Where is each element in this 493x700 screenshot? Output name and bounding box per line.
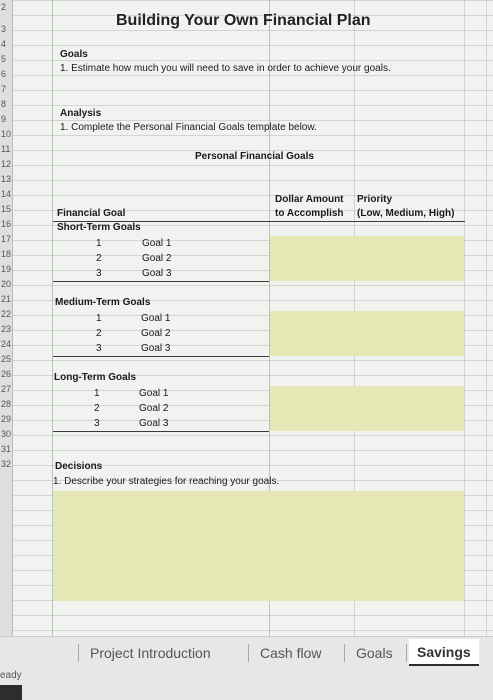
goal-number[interactable]: 3 [96,268,102,279]
goal-label[interactable]: Goal 2 [139,403,169,414]
row-headers[interactable] [0,0,13,636]
medium-term-input-area[interactable] [270,311,464,356]
row-number[interactable]: 14 [1,189,12,199]
row-number[interactable]: 17 [1,234,12,244]
row-number[interactable]: 30 [1,429,12,439]
goal-number[interactable]: 1 [96,313,102,324]
analysis-heading[interactable]: Analysis [60,108,102,119]
long-term-heading[interactable]: Long-Term Goals [54,372,137,383]
row-number[interactable]: 18 [1,249,12,259]
goal-label[interactable]: Goal 3 [139,418,169,429]
row-number[interactable]: 25 [1,354,12,364]
row-number[interactable]: 13 [1,174,12,184]
tab-cash-flow[interactable]: Cash flow [260,645,322,661]
row-number[interactable]: 11 [1,144,11,154]
tab-separator [344,644,345,662]
sheet-tab-bar [0,636,493,667]
tab-project-introduction[interactable]: Project Introduction [90,645,211,661]
tab-savings[interactable]: Savings [409,639,479,666]
goal-number[interactable]: 2 [96,328,102,339]
row-number[interactable]: 32 [1,459,12,469]
row-number[interactable]: 2 [1,2,7,12]
row-number[interactable]: 7 [1,84,7,94]
row-number[interactable]: 23 [1,324,12,334]
row-number[interactable]: 8 [1,99,7,109]
taskbar-fragment [0,685,22,700]
status-bar [0,667,493,700]
decisions-item[interactable]: 1. Describe your strategies for reaching your goals. [53,476,280,487]
goal-number[interactable]: 2 [94,403,100,414]
short-term-underline [53,281,269,282]
row-number[interactable]: 16 [1,219,12,229]
short-term-heading[interactable]: Short-Term Goals [57,222,141,233]
long-term-underline [53,431,269,432]
row-number[interactable]: 26 [1,369,12,379]
medium-term-heading[interactable]: Medium-Term Goals [55,297,151,308]
row-number[interactable]: 24 [1,339,12,349]
goal-label[interactable]: Goal 1 [142,238,172,249]
tab-separator [406,644,407,662]
tab-separator [248,644,249,662]
priority-header-sub[interactable]: (Low, Medium, High) [357,208,455,219]
row-number[interactable]: 29 [1,414,12,424]
row-number[interactable]: 6 [1,69,7,79]
row-number[interactable]: 5 [1,54,7,64]
decisions-input-area[interactable] [53,491,464,601]
row-number[interactable]: 22 [1,309,12,319]
template-title[interactable]: Personal Financial Goals [195,151,314,162]
status-text: eady [0,670,22,681]
goal-number[interactable]: 1 [96,238,102,249]
row-number[interactable]: 31 [1,444,12,454]
goal-number[interactable]: 1 [94,388,100,399]
goal-label[interactable]: Goal 3 [141,343,171,354]
goal-label[interactable]: Goal 2 [142,253,172,264]
goal-number[interactable]: 3 [96,343,102,354]
row-number[interactable]: 15 [1,204,12,214]
goal-number[interactable]: 2 [96,253,102,264]
medium-term-underline [53,356,269,357]
row-number[interactable]: 28 [1,399,12,409]
row-number[interactable]: 10 [1,129,12,139]
short-term-input-area[interactable] [270,236,464,281]
goal-label[interactable]: Goal 1 [139,388,169,399]
financial-goal-header[interactable]: Financial Goal [57,208,126,219]
row-number[interactable]: 12 [1,159,12,169]
dollar-amount-header-sub[interactable]: to Accomplish [275,208,344,219]
goal-label[interactable]: Goal 3 [142,268,172,279]
goal-label[interactable]: Goal 1 [141,313,171,324]
row-number[interactable]: 20 [1,279,12,289]
row-number[interactable]: 21 [1,294,12,304]
row-number[interactable]: 3 [1,24,7,34]
column-gridline [464,0,465,636]
row-number[interactable]: 19 [1,264,12,274]
tab-separator [78,644,79,662]
dollar-amount-header[interactable]: Dollar Amount [275,194,344,205]
row-number[interactable]: 4 [1,39,7,49]
goals-item[interactable]: 1. Estimate how much you will need to save in order to achieve your goals. [60,63,391,74]
analysis-item[interactable]: 1. Complete the Personal Financial Goals template below. [60,122,317,133]
goal-label[interactable]: Goal 2 [141,328,171,339]
tab-goals[interactable]: Goals [356,645,393,661]
row-number[interactable]: 27 [1,384,12,394]
priority-header[interactable]: Priority [357,194,393,205]
goals-heading[interactable]: Goals [60,49,88,60]
decisions-heading[interactable]: Decisions [55,461,103,472]
row-number[interactable]: 9 [1,114,7,124]
long-term-input-area[interactable] [270,386,464,431]
goal-number[interactable]: 3 [94,418,100,429]
sheet-title[interactable]: Building Your Own Financial Plan [116,12,371,29]
